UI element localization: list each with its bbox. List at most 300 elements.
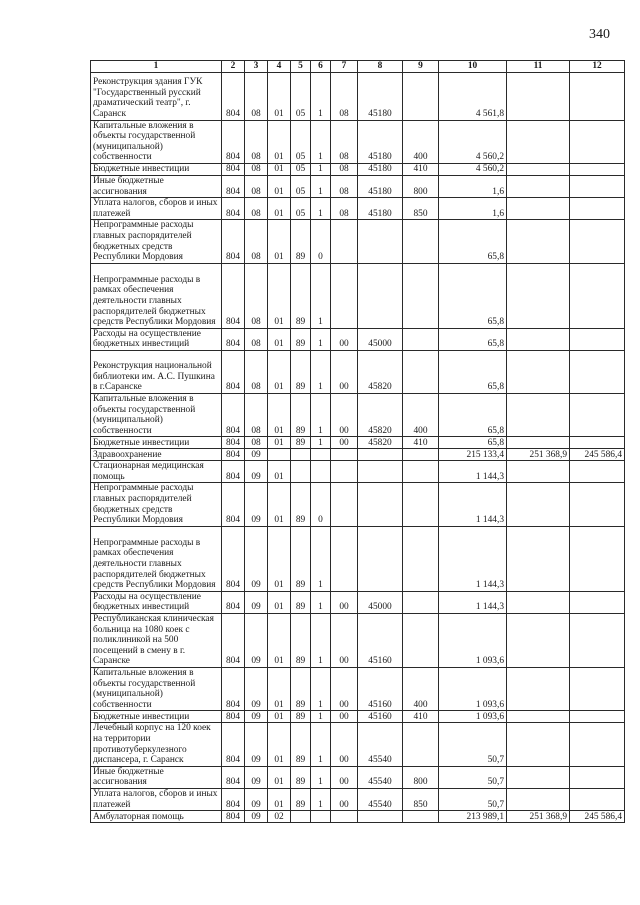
cell-col-9 [403,723,439,766]
cell-col-8: 45180 [358,72,403,120]
cell-col-7: 08 [331,72,358,120]
cell-col-6: 1 [311,788,331,810]
cell-col-3: 09 [245,461,268,483]
cell-col-4: 01 [268,668,291,711]
cell-col-2: 804 [222,120,245,163]
cell-col-12 [570,220,625,263]
cell-col-9: 800 [403,766,439,788]
cell-col-7: 00 [331,437,358,449]
cell-col-10: 1 093,6 [439,614,507,668]
cell-col-4: 01 [268,437,291,449]
cell-col-9 [403,449,439,461]
cell-col-8: 45180 [358,120,403,163]
column-header-4: 4 [268,61,291,73]
cell-col-12 [570,175,625,197]
cell-col-2: 804 [222,393,245,436]
row-name-cell: Стационарная медицинская помощь [91,461,222,483]
cell-col-3: 09 [245,614,268,668]
cell-col-3: 09 [245,526,268,591]
cell-col-8: 45540 [358,723,403,766]
cell-col-4: 01 [268,526,291,591]
cell-col-2: 804 [222,449,245,461]
column-header-3: 3 [245,61,268,73]
cell-col-12 [570,393,625,436]
row-name-cell: Иные бюджетные ассигнования [91,766,222,788]
cell-col-8 [358,483,403,526]
cell-col-11 [507,198,570,220]
cell-col-4: 01 [268,263,291,328]
cell-col-8: 45540 [358,766,403,788]
cell-col-11 [507,788,570,810]
cell-col-10: 213 989,1 [439,811,507,823]
cell-col-11 [507,175,570,197]
cell-col-3: 08 [245,350,268,393]
cell-col-9: 410 [403,437,439,449]
cell-col-6: 0 [311,483,331,526]
cell-col-11 [507,220,570,263]
cell-col-10: 4 560,2 [439,120,507,163]
cell-col-11: 251 368,9 [507,449,570,461]
cell-col-11 [507,163,570,175]
cell-col-7 [331,263,358,328]
cell-col-12 [570,591,625,613]
cell-col-5: 89 [291,328,311,350]
table-row [91,437,625,449]
cell-col-4: 01 [268,328,291,350]
cell-col-10: 65,8 [439,220,507,263]
row-name-cell: Капитальные вложения в объекты государственной (муниципальной) собственности [91,668,222,711]
cell-col-12 [570,328,625,350]
cell-col-7: 00 [331,668,358,711]
cell-col-6: 1 [311,526,331,591]
cell-col-9: 400 [403,668,439,711]
cell-col-8: 45820 [358,350,403,393]
cell-col-2: 804 [222,72,245,120]
cell-col-5: 89 [291,526,311,591]
cell-col-9 [403,461,439,483]
table-row [91,263,625,328]
table-row [91,163,625,175]
cell-col-11 [507,120,570,163]
column-header-7: 7 [331,61,358,73]
cell-col-12 [570,350,625,393]
cell-col-12 [570,461,625,483]
cell-col-8 [358,263,403,328]
row-name-cell: Иные бюджетные ассигнования [91,175,222,197]
cell-col-12: 245 586,4 [570,449,625,461]
table-row [91,461,625,483]
cell-col-9: 400 [403,120,439,163]
cell-col-10: 65,8 [439,437,507,449]
cell-col-10: 1 144,3 [439,591,507,613]
cell-col-5 [291,811,311,823]
cell-col-11: 251 368,9 [507,811,570,823]
column-header-2: 2 [222,61,245,73]
cell-col-8: 45160 [358,711,403,723]
cell-col-10: 65,8 [439,350,507,393]
row-name-cell: Бюджетные инвестиции [91,711,222,723]
table-row [91,526,625,591]
cell-col-9: 850 [403,788,439,810]
cell-col-7 [331,461,358,483]
cell-col-5: 89 [291,723,311,766]
cell-col-6: 1 [311,711,331,723]
column-header-6: 6 [311,61,331,73]
cell-col-4: 01 [268,483,291,526]
cell-col-5: 89 [291,711,311,723]
cell-col-2: 804 [222,526,245,591]
column-header-5: 5 [291,61,311,73]
page-number: 340 [589,27,610,42]
cell-col-11 [507,393,570,436]
row-name-cell: Капитальные вложения в объекты государственной (муниципальной) собственности [91,393,222,436]
cell-col-5 [291,449,311,461]
cell-col-5: 89 [291,766,311,788]
cell-col-9 [403,350,439,393]
cell-col-7: 00 [331,788,358,810]
cell-col-8 [358,449,403,461]
cell-col-2: 804 [222,350,245,393]
cell-col-12: 245 586,4 [570,811,625,823]
cell-col-3: 08 [245,328,268,350]
cell-col-11 [507,263,570,328]
cell-col-2: 804 [222,163,245,175]
budget-table [90,60,625,823]
cell-col-11 [507,437,570,449]
cell-col-3: 09 [245,483,268,526]
cell-col-5: 89 [291,350,311,393]
cell-col-8: 45820 [358,437,403,449]
cell-col-8: 45000 [358,591,403,613]
cell-col-9 [403,328,439,350]
cell-col-7 [331,220,358,263]
cell-col-2: 804 [222,461,245,483]
cell-col-4: 01 [268,120,291,163]
cell-col-2: 804 [222,328,245,350]
cell-col-9 [403,263,439,328]
cell-col-2: 804 [222,766,245,788]
row-name-cell: Расходы на осуществление бюджетных инвестиций [91,591,222,613]
row-name-cell: Уплата налогов, сборов и иных платежей [91,198,222,220]
cell-col-11 [507,614,570,668]
cell-col-10: 1 093,6 [439,668,507,711]
cell-col-10: 215 133,4 [439,449,507,461]
cell-col-11 [507,526,570,591]
cell-col-7: 00 [331,766,358,788]
cell-col-12 [570,766,625,788]
column-header-9: 9 [403,61,439,73]
cell-col-9 [403,614,439,668]
cell-col-4: 02 [268,811,291,823]
cell-col-6 [311,461,331,483]
row-name-cell: Реконструкция национальной библиотеки им. А.С. Пушкина в г.Саранске [91,350,222,393]
cell-col-7: 00 [331,614,358,668]
cell-col-8: 45180 [358,198,403,220]
cell-col-8: 45820 [358,393,403,436]
cell-col-5: 05 [291,120,311,163]
cell-col-6: 1 [311,350,331,393]
cell-col-3: 08 [245,120,268,163]
cell-col-6: 1 [311,263,331,328]
cell-col-8: 45000 [358,328,403,350]
cell-col-7: 00 [331,393,358,436]
cell-col-7: 00 [331,350,358,393]
cell-col-7: 00 [331,711,358,723]
cell-col-4: 01 [268,72,291,120]
cell-col-4 [268,449,291,461]
column-header-12: 12 [570,61,625,73]
cell-col-12 [570,263,625,328]
cell-col-3: 09 [245,591,268,613]
table-row [91,328,625,350]
cell-col-5: 89 [291,483,311,526]
cell-col-12 [570,483,625,526]
cell-col-3: 08 [245,72,268,120]
cell-col-10: 50,7 [439,788,507,810]
cell-col-8 [358,526,403,591]
cell-col-6: 1 [311,668,331,711]
cell-col-4: 01 [268,591,291,613]
cell-col-2: 804 [222,711,245,723]
cell-col-10: 1 093,6 [439,711,507,723]
table-row [91,449,625,461]
cell-col-12 [570,120,625,163]
cell-col-3: 09 [245,668,268,711]
cell-col-10: 65,8 [439,328,507,350]
table-row [91,350,625,393]
cell-col-10: 1 144,3 [439,526,507,591]
cell-col-9: 410 [403,163,439,175]
cell-col-5 [291,461,311,483]
cell-col-7: 08 [331,120,358,163]
cell-col-2: 804 [222,263,245,328]
table-row [91,723,625,766]
cell-col-7: 00 [331,591,358,613]
cell-col-9: 410 [403,711,439,723]
cell-col-11 [507,461,570,483]
table-row [91,120,625,163]
cell-col-12 [570,163,625,175]
cell-col-6: 1 [311,437,331,449]
row-name-cell: Бюджетные инвестиции [91,163,222,175]
row-name-cell: Здравоохранение [91,449,222,461]
cell-col-4: 01 [268,766,291,788]
cell-col-6: 1 [311,328,331,350]
cell-col-6: 1 [311,591,331,613]
cell-col-5: 89 [291,437,311,449]
cell-col-4: 01 [268,711,291,723]
cell-col-5: 89 [291,220,311,263]
cell-col-9: 400 [403,393,439,436]
cell-col-4: 01 [268,163,291,175]
cell-col-7: 00 [331,328,358,350]
cell-col-2: 804 [222,175,245,197]
cell-col-8 [358,811,403,823]
table-row [91,198,625,220]
cell-col-8: 45540 [358,788,403,810]
table-row [91,811,625,823]
row-name-cell: Непрограммные расходы главных распорядителей бюджетных средств Республики Мордовия [91,220,222,263]
cell-col-4: 01 [268,220,291,263]
column-header-11: 11 [507,61,570,73]
table-row [91,220,625,263]
cell-col-12 [570,711,625,723]
cell-col-9 [403,483,439,526]
cell-col-8 [358,461,403,483]
cell-col-4: 01 [268,788,291,810]
cell-col-5: 89 [291,263,311,328]
cell-col-2: 804 [222,723,245,766]
cell-col-5: 05 [291,198,311,220]
table-row [91,72,625,120]
cell-col-3: 08 [245,393,268,436]
cell-col-5: 89 [291,393,311,436]
cell-col-10: 65,8 [439,263,507,328]
cell-col-9 [403,72,439,120]
row-name-cell: Республиканская клиническая больница на 1080 коек с поликлиникой на 500 посещений в смену в г. Саранске [91,614,222,668]
cell-col-4: 01 [268,198,291,220]
cell-col-12 [570,526,625,591]
cell-col-12 [570,788,625,810]
cell-col-8: 45160 [358,668,403,711]
row-name-cell: Капитальные вложения в объекты государственной (муниципальной) собственности [91,120,222,163]
cell-col-8 [358,220,403,263]
cell-col-7 [331,811,358,823]
cell-col-10: 50,7 [439,766,507,788]
cell-col-2: 804 [222,198,245,220]
cell-col-12 [570,437,625,449]
row-name-cell: Лечебный корпус на 120 коек на территории противотуберкулезного диспансера, г. Саранск [91,723,222,766]
cell-col-9 [403,220,439,263]
table-row [91,614,625,668]
cell-col-12 [570,668,625,711]
cell-col-9 [403,526,439,591]
cell-col-4: 01 [268,723,291,766]
cell-col-2: 804 [222,483,245,526]
cell-col-7: 08 [331,198,358,220]
cell-col-10: 1 144,3 [439,461,507,483]
cell-col-4: 01 [268,350,291,393]
cell-col-12 [570,614,625,668]
cell-col-3: 09 [245,723,268,766]
cell-col-3: 08 [245,198,268,220]
cell-col-8: 45180 [358,163,403,175]
cell-col-3: 08 [245,163,268,175]
cell-col-3: 08 [245,220,268,263]
table-row [91,591,625,613]
row-name-cell: Бюджетные инвестиции [91,437,222,449]
cell-col-11 [507,350,570,393]
cell-col-9 [403,591,439,613]
cell-col-5: 05 [291,175,311,197]
cell-col-5: 05 [291,72,311,120]
cell-col-11 [507,72,570,120]
cell-col-9: 850 [403,198,439,220]
cell-col-8: 45160 [358,614,403,668]
row-name-cell: Уплата налогов, сборов и иных платежей [91,788,222,810]
cell-col-12 [570,198,625,220]
cell-col-5: 89 [291,591,311,613]
cell-col-7: 08 [331,163,358,175]
cell-col-3: 08 [245,263,268,328]
cell-col-3: 09 [245,766,268,788]
cell-col-3: 08 [245,437,268,449]
table-row [91,668,625,711]
cell-col-3: 09 [245,788,268,810]
cell-col-2: 804 [222,220,245,263]
cell-col-6: 1 [311,198,331,220]
cell-col-10: 4 561,8 [439,72,507,120]
cell-col-11 [507,711,570,723]
cell-col-2: 804 [222,437,245,449]
cell-col-2: 804 [222,591,245,613]
column-header-1: 1 [91,61,222,73]
cell-col-11 [507,591,570,613]
cell-col-10: 4 560,2 [439,163,507,175]
cell-col-8: 45180 [358,175,403,197]
cell-col-10: 50,7 [439,723,507,766]
table-row [91,175,625,197]
cell-col-12 [570,723,625,766]
cell-col-5: 89 [291,614,311,668]
row-name-cell: Непрограммные расходы в рамках обеспечения деятельности главных распорядителей бюджетных средств Республики Мордовия [91,263,222,328]
cell-col-6: 1 [311,723,331,766]
table-row [91,766,625,788]
cell-col-3: 09 [245,711,268,723]
cell-col-6: 1 [311,120,331,163]
cell-col-3: 08 [245,175,268,197]
cell-col-7 [331,449,358,461]
row-name-cell: Непрограммные расходы в рамках обеспечения деятельности главных распорядителей бюджетных средств Республики Мордовия [91,526,222,591]
cell-col-7 [331,526,358,591]
cell-col-2: 804 [222,788,245,810]
cell-col-11 [507,668,570,711]
row-name-cell: Непрограммные расходы главных распорядителей бюджетных средств Республики Мордовия [91,483,222,526]
cell-col-6: 0 [311,220,331,263]
cell-col-2: 804 [222,668,245,711]
cell-col-5: 89 [291,668,311,711]
cell-col-6 [311,811,331,823]
cell-col-6: 1 [311,163,331,175]
cell-col-10: 1,6 [439,175,507,197]
cell-col-7: 00 [331,723,358,766]
table-row [91,788,625,810]
column-header-8: 8 [358,61,403,73]
cell-col-7 [331,483,358,526]
cell-col-9: 800 [403,175,439,197]
cell-col-5: 89 [291,788,311,810]
cell-col-3: 09 [245,449,268,461]
cell-col-11 [507,723,570,766]
cell-col-10: 1,6 [439,198,507,220]
cell-col-9 [403,811,439,823]
cell-col-6: 1 [311,72,331,120]
row-name-cell: Реконструкция здания ГУК "Государственный русский драматический театр", г. Саранск [91,72,222,120]
cell-col-4: 01 [268,175,291,197]
cell-col-11 [507,483,570,526]
cell-col-6: 1 [311,614,331,668]
row-name-cell: Амбулаторная помощь [91,811,222,823]
cell-col-2: 804 [222,811,245,823]
cell-col-6: 1 [311,393,331,436]
cell-col-2: 804 [222,614,245,668]
cell-col-6: 1 [311,175,331,197]
table-header-row [91,61,625,73]
cell-col-6 [311,449,331,461]
cell-col-4: 01 [268,614,291,668]
cell-col-12 [570,72,625,120]
row-name-cell: Расходы на осуществление бюджетных инвестиций [91,328,222,350]
